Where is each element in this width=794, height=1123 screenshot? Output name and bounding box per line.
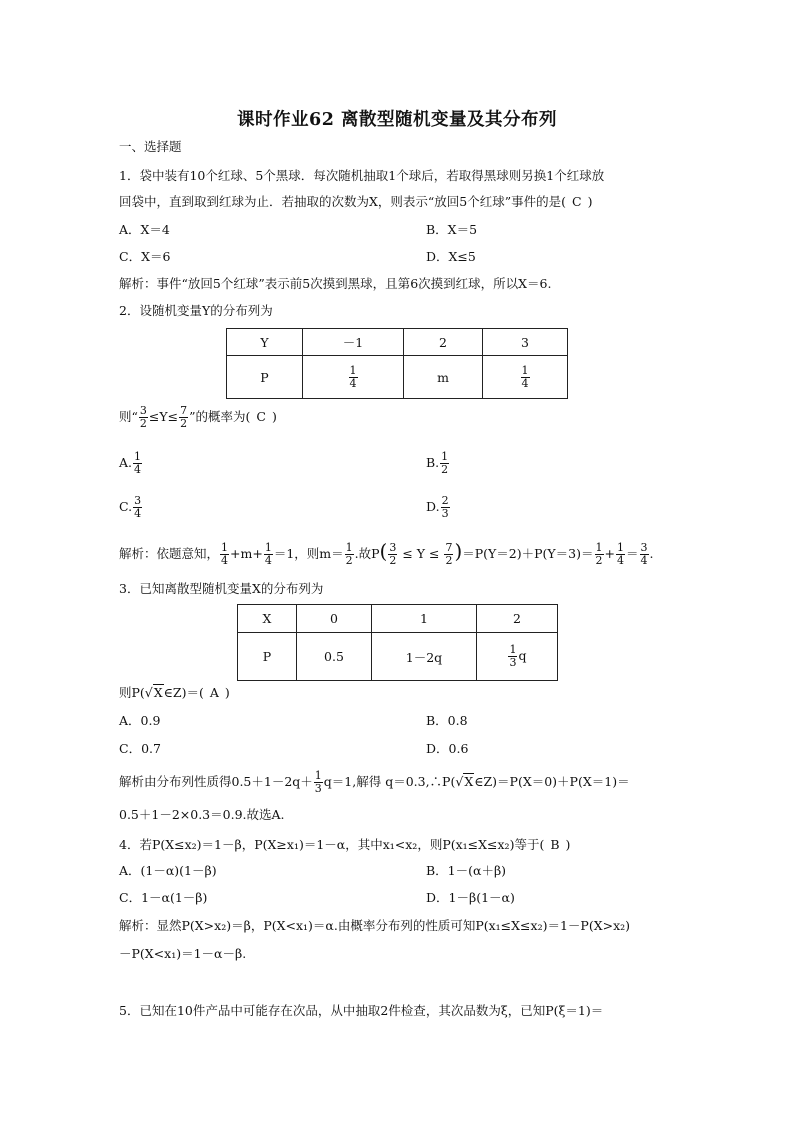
q4-answer: B <box>550 837 560 852</box>
q1-answer: C <box>572 194 582 209</box>
q1-stem-text: 回袋中，直到取到红球为止．若抽取的次数为X，则表示“放回5个红球”事件的是( <box>119 194 567 209</box>
q1-analysis: 解析：事件“放回5个红球”表示前5次摸到黑球，且第6次摸到红球，所以X＝6. <box>119 276 552 291</box>
q3-analysis-line2: 0.5＋1－2×0.3＝0.9.故选A. <box>119 807 285 822</box>
q2-value-2: 2 <box>404 329 483 356</box>
q2-prob-3: $\frac{1}{4}$ <box>483 356 568 399</box>
q3-header-p: P <box>238 633 297 681</box>
q2-distribution-table <box>226 328 568 399</box>
q3-option-c: C．0.7 <box>119 741 161 756</box>
q3-value-1: 1 <box>372 605 477 633</box>
q4-option-b: B．1－(α＋β) <box>426 863 507 878</box>
q2-stem: 2．设随机变量Y的分布列为 <box>119 303 273 318</box>
q3-prob-2: $\frac{1}{3}$ q <box>477 633 558 681</box>
q1-close: ) <box>587 194 593 209</box>
q3-prob-0: 0.5 <box>297 633 372 681</box>
q2-question: 则“ $\frac{3}{2}$ ≤Y≤ $\frac{7}{2}$ ”的概率为( C ) <box>119 404 277 430</box>
q4-option-d: D．1－β(1－α) <box>426 890 515 905</box>
q1-option-d: D．X≤5 <box>426 249 476 264</box>
q2-header-y: Y <box>227 329 303 356</box>
q2-value-neg1: －1 <box>303 329 404 356</box>
q3-value-0: 0 <box>297 605 372 633</box>
q4-analysis-line2: －P(X<x₁)＝1－α－β. <box>119 946 247 961</box>
q1-option-a: A．X＝4 <box>119 222 170 237</box>
q4-analysis-line1: 解析：显然P(X>x₂)＝β，P(X<x₁)＝α.由概率分布列的性质可知P(x₁≤X≤x₂)＝1－P(X>x₂) <box>119 918 631 933</box>
q3-option-d: D．0.6 <box>426 741 469 756</box>
q4-stem: 4．若P(X≤x₂)＝1－β，P(X≥x₁)＝1－α，其中x₁<x₂，则P(x₁≤X≤x₂)等于( B ) <box>119 837 571 852</box>
q2-analysis: 解析：依题意知， $\frac{1}{4}$ +m+ $\frac{1}{4}$ ＝1，则m＝ $\frac{1}{2}$ .故P( $\frac{3}{2}$ ≤ Y ≤ $\frac{7}{2}$ )＝P(Y＝2)＋P(Y＝3)＝ $\frac{1}{2}$ + $\frac{1}{4}$ ＝ $\frac{3}{4}$ . <box>119 539 654 567</box>
q2-prob-neg1: $\frac{1}{4}$ <box>303 356 404 399</box>
q3-answer: A <box>209 685 219 700</box>
q2-header-p: P <box>227 356 303 399</box>
q3-option-a: A．0.9 <box>119 713 161 728</box>
q1-stem-line2 <box>119 193 592 211</box>
q2-option-d: D. $\frac{2}{3}$ <box>426 494 449 520</box>
q3-analysis-line1: 解析由分布列性质得0.5＋1－2q＋ $\frac{1}{3}$ q＝1,解得 q＝0.3,∴P(√X∈Z)＝P(X＝0)＋P(X＝1)＝ <box>119 769 630 795</box>
q3-prob-1: 1－2q <box>372 633 477 681</box>
q3-value-2: 2 <box>477 605 558 633</box>
q2-option-b: B. $\frac{1}{2}$ <box>426 450 449 476</box>
q1-option-b: B．X＝5 <box>426 222 478 237</box>
q3-option-b: B．0.8 <box>426 713 468 728</box>
q2-option-c: C. $\frac{3}{4}$ <box>119 494 142 520</box>
q4-option-c: C．1－α(1－β) <box>119 890 208 905</box>
q2-value-3: 3 <box>483 329 568 356</box>
q4-option-a: A．(1－α)(1－β) <box>119 863 217 878</box>
q2-option-a: A. $\frac{1}{4}$ <box>119 450 142 476</box>
q3-question: 则P(√X∈Z)＝( A ) <box>119 685 230 700</box>
q5-stem-line1: 5．已知在10件产品中可能存在次品，从中抽取2件检查，其次品数为ξ，已知P(ξ＝1)＝ <box>119 1003 604 1018</box>
page-title: 课时作业62 离散型随机变量及其分布列 <box>237 110 557 130</box>
q2-answer: C <box>256 409 266 424</box>
q1-stem-line1: 1．袋中装有10个红球、5个黑球．每次随机抽取1个球后，若取得黑球则另换1个红球放 <box>119 168 605 183</box>
q1-option-c: C．X＝6 <box>119 249 171 264</box>
q3-distribution-table <box>237 604 558 681</box>
q3-stem: 3．已知离散型随机变量X的分布列为 <box>119 581 324 596</box>
section-heading: 一、选择题 <box>119 139 182 154</box>
q2-prob-2: m <box>404 356 483 399</box>
q3-header-x: X <box>238 605 297 633</box>
